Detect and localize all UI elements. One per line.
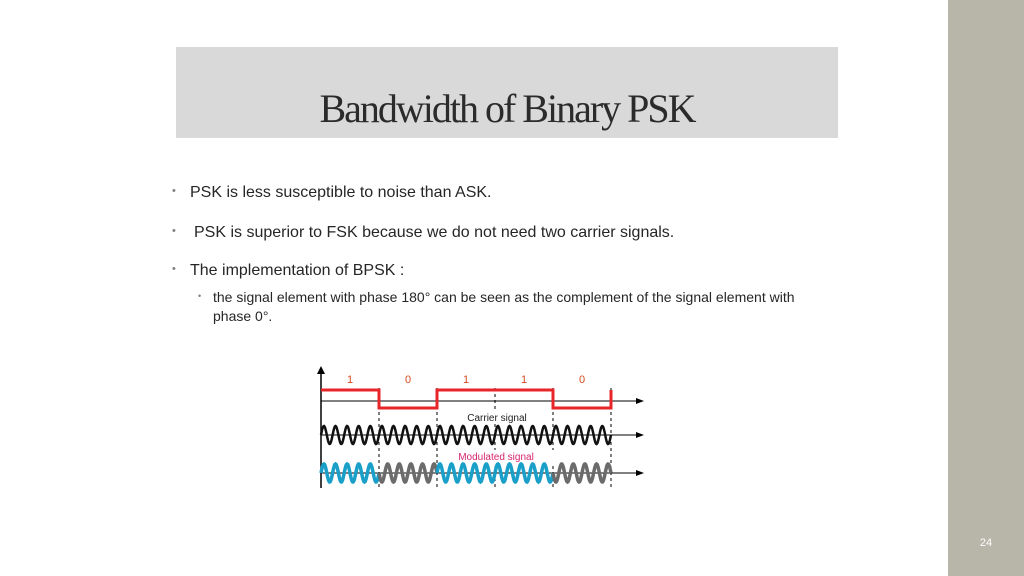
digital-data-signal [321, 390, 611, 408]
bit-label: 0 [404, 374, 412, 386]
modulated-axis-arrow [636, 470, 644, 476]
bullet-item [172, 262, 404, 280]
bit-label: 0 [578, 374, 586, 386]
modulated-signal-label: Modulated signal [458, 452, 534, 463]
slide-number: 24 [979, 537, 993, 549]
slide-title: Bandwidth of Binary PSK [319, 86, 695, 131]
bit-label: 1 [520, 374, 528, 386]
bullet-text: PSK is superior to FSK because we do not need two carrier signals. [194, 224, 675, 241]
bullet-dot: • [198, 291, 202, 301]
bit-label: 1 [346, 374, 354, 386]
bullet-dot: • [172, 263, 176, 275]
bullet-text: The implementation of BPSK : [190, 262, 405, 279]
sub-bullet-text: the signal element with phase 180° can be seen as the complement of the signal element with phase 0°. [213, 289, 795, 324]
sub-bullet-item [198, 288, 798, 326]
data-axis-arrow [636, 398, 644, 404]
carrier-axis-arrow [636, 432, 644, 438]
right-sidebar-strip [948, 0, 1024, 576]
bpsk-waveform-diagram [310, 362, 660, 492]
bullet-dot: • [172, 225, 176, 237]
bullet-dot: • [172, 185, 176, 197]
bullet-item [172, 184, 492, 202]
bit-label: 1 [462, 374, 470, 386]
bullet-text: PSK is less susceptible to noise than ASK. [190, 184, 492, 201]
carrier-signal-label: Carrier signal [467, 413, 527, 424]
bullet-item [172, 224, 674, 242]
title-banner [176, 47, 838, 138]
y-axis-arrow [317, 366, 325, 374]
